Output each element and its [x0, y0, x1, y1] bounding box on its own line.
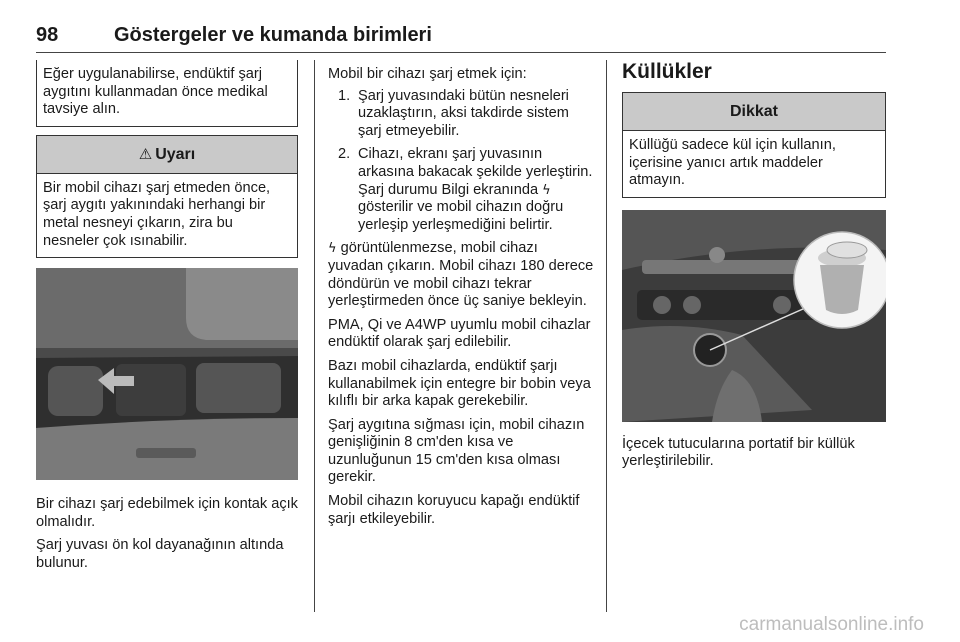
warning-box	[36, 135, 298, 258]
ignition-paragraph: Bir cihazı şarj edebilmek için kontak açık olmalıdır.	[36, 496, 298, 530]
page-number: 98	[36, 24, 59, 46]
charging-icon: ϟ	[328, 241, 337, 257]
column-3	[622, 60, 886, 471]
column-divider	[314, 60, 315, 612]
warning-triangle-icon: ⚠	[138, 145, 153, 163]
coil-paragraph: Bazı mobil cihazlarda, endüktif şarjı kullanabilmek için entegre bir bobin veya kılıflı bir arka kapak gerekebilir.	[328, 357, 591, 410]
compat-paragraph: PMA, Qi ve A4WP uyumlu mobil cihazlar endüktif olarak şarj edilebilir.	[328, 316, 591, 351]
retry-paragraph: ϟ görüntülenmezse, mobil cihazı yuvadan çıkarın. Mobil cihazı 180 derece döndürün ve mobil cihazı tekrar yerleştirmeden önce üç saniye bekleyin.	[328, 240, 594, 310]
cover-paragraph: Mobil cihazın koruyucu kapağı endüktif şarjı etkileyebilir.	[328, 493, 580, 527]
charging-steps	[328, 88, 594, 235]
notice-header: Dikkat	[623, 93, 885, 131]
warning-title: Uyarı	[155, 145, 196, 163]
notice-text: Küllüğü sadece kül için kullanın, içerisine yanıcı artık maddeler atmayın.	[629, 137, 836, 189]
column-2	[328, 60, 594, 528]
location-paragraph: Şarj yuvası ön kol dayanağının altında bulunur.	[36, 537, 284, 571]
step-item: 1. Şarj yuvasındaki bütün nesneleri uzaklaştırın, aksi takdirde sistem şarj etmeyebilir.	[338, 87, 569, 139]
ashtray-photo	[622, 210, 886, 422]
page-header	[36, 20, 886, 53]
section-title: Küllükler	[622, 60, 712, 83]
charging-tray-photo	[36, 268, 298, 480]
chapter-title: Göstergeler ve kumanda birimleri	[114, 24, 432, 46]
size-paragraph: Şarj aygıtına sığması için, mobil cihazın genişliğinin 8 cm'den kısa ve uzunluğunun 15 cm'den kısa olması gerekir.	[328, 416, 585, 486]
medical-advice-text: Eğer uygulanabilirse, endüktif şarj aygıtını kullanmadan önce medikal tavsiye alın.	[43, 66, 268, 118]
warning-text: Bir mobil cihazı şarj etmeden önce, şarj aygıtı yakınındaki herhangi bir metal nesneyi çıkarın, zira bu nesneler çok ısınabilir.	[43, 179, 271, 249]
column-1	[36, 60, 298, 573]
step-item: 2. Cihazı, ekranı şarj yuvasının arkasına bakacak şekilde yerleştirin. Şarj durumu Bilgi ekranında ϟ gösterilir ve mobil cihazın doğru yerleşip yerleşmediğini belirtir.	[338, 146, 593, 233]
charging-intro: Mobil bir cihazı şarj etmek için:	[328, 66, 527, 82]
ashtray-caption: İçecek tutucularına portatif bir küllük yerleştirilebilir.	[622, 435, 855, 470]
notice-box	[622, 92, 886, 198]
warning-header	[37, 136, 297, 174]
medical-advice-box	[36, 60, 298, 127]
charging-icon: ϟ	[542, 182, 551, 198]
watermark: carmanualsonline.info	[739, 614, 924, 635]
column-divider	[606, 60, 607, 612]
